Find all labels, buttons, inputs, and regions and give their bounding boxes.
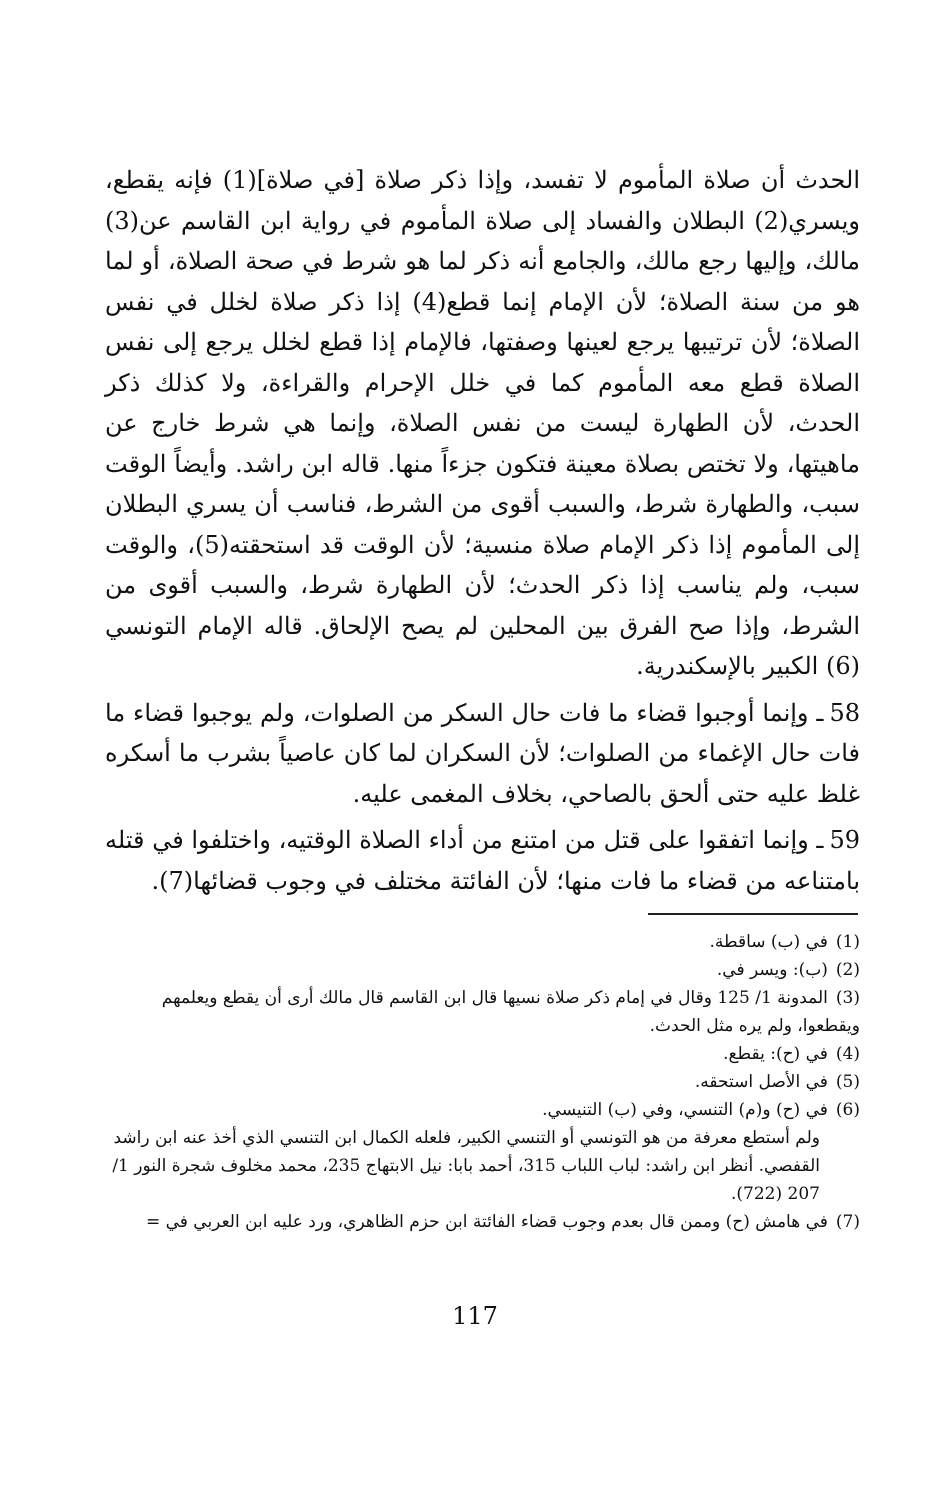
footnote-6: [105, 1096, 860, 1124]
footnote-2: [105, 956, 860, 984]
footnotes: [105, 928, 860, 1236]
footnote-label: (4): [835, 1044, 860, 1064]
footnote-4: [105, 1040, 860, 1068]
footnote-text: في هامش (ح) وممن قال بعدم وجوب قضاء الفائتة ابن حزم الظاهري، ورد عليه ابن العربي في =: [145, 1212, 828, 1232]
footnote-text: المدونة 1/ 125 وقال في إمام ذكر صلاة نسيها قال ابن القاسم قال مالك أرى أن يقطع ويعلمهم ويقطعوا، ولم يره مثل الحدث.: [161, 988, 860, 1036]
footnote-text: في الأصل استحقه.: [694, 1072, 828, 1092]
footnote-label: (6): [835, 1100, 860, 1120]
item-text: ـ وإنما اتفقوا على قتل من امتنع من أداء الصلاة الوقتيه، واختلفوا في قتله بامتناعه من قضاء ما فات منها؛ لأن الفائتة مختلف في وجوب قضائها(7).: [105, 826, 860, 895]
footnote-label: (2): [835, 960, 860, 980]
page-number: 117: [452, 1302, 498, 1330]
footnote-label: (1): [835, 932, 860, 952]
item-number: 58: [829, 698, 860, 727]
footnote-text: في (ح): يقطع.: [723, 1044, 828, 1064]
footnote-label: (3): [835, 988, 860, 1008]
item-number: 59: [829, 826, 860, 854]
paragraph-intro: الحدث أن صلاة المأموم لا تفسد، وإذا ذكر صلاة [في صلاة](1) فإنه يقطع، ويسري(2) البطلان والفساد إلى صلاة المأموم في رواية ابن القاسم عن(3) مالك، وإليها رجع مالك، والجامع أنه ذكر لما هو شرط في صحة الصلاة، أو لما هو من سنة الصلاة؛ لأن الإمام إنما قطع(4) إذا ذكر صلاة لخلل في نفس الصلاة؛ لأن ترتيبها يرجع لعينها وصفتها، فالإمام إذا قطع لخلل يرجع إلى نفس الصلاة قطع معه المأموم كما في خلل الإحرام والقراءة، ولا كذلك ذكر الحدث، لأن الطهارة ليست من نفس الصلاة، وإنما هي شرط خارج عن ماهيتها، ولا تختص بصلاة معينة فتكون جزءاً منها. قاله ابن راشد. وأيضاً الوقت سبب، والطهارة شرط، والسبب أقوى من الشرط، فناسب أن يسري البطلان إلى المأموم إذا ذكر الإمام صلاة منسية؛ لأن الوقت قد استحقته(5)، والوقت سبب، ولم يناسب إذا ذكر الحدث؛ لأن الطهارة شرط، والسبب أقوى من الشرط، وإذا صح الفرق بين المحلين لم يصح الإلحاق. قاله الإمام التونسي (6) الكبير بالإسكندرية.: [105, 166, 861, 680]
main-text: [105, 160, 860, 901]
item-text: ـ وإنما أوجبوا قضاء ما فات حال السكر من الصلوات، ولم يوجبوا قضاء ما فات حال الإغماء من الصلوات؛ لأن السكران لما كان عاصياً بشرب ما أسكره غلظ عليه حتى ألحق بالصاحي، بخلاف المغمى عليه.: [105, 698, 860, 808]
footnote-7: [105, 1208, 860, 1236]
footnote-separator: [648, 913, 858, 915]
footnote-text: (ب): ويسر في.: [716, 960, 828, 980]
footnote-6-continuation: ولم أستطع معرفة من هو التونسي أو التنسي الكبير، فلعله الكمال ابن التنسي الذي أخذ عنه ابن راشد القفصي. أنظر ابن راشد: لباب اللباب 315، أحمد بابا: نيل الابتهاج 235، محمد مخلوف شجرة النور 1/ 207 (722).: [112, 1128, 820, 1204]
footnote-text: في (ح) و(م) التنسي، وفي (ب) التنيسي.: [542, 1100, 828, 1120]
footnote-label: (7): [835, 1212, 860, 1232]
item-59: [105, 820, 860, 901]
footnote-5: [105, 1068, 860, 1096]
footnote-3: [105, 984, 860, 1040]
footnote-text: في (ب) ساقطة.: [709, 932, 828, 952]
item-58: [105, 693, 860, 815]
footnote-label: (5): [835, 1072, 860, 1092]
footnote-1: [105, 928, 860, 956]
